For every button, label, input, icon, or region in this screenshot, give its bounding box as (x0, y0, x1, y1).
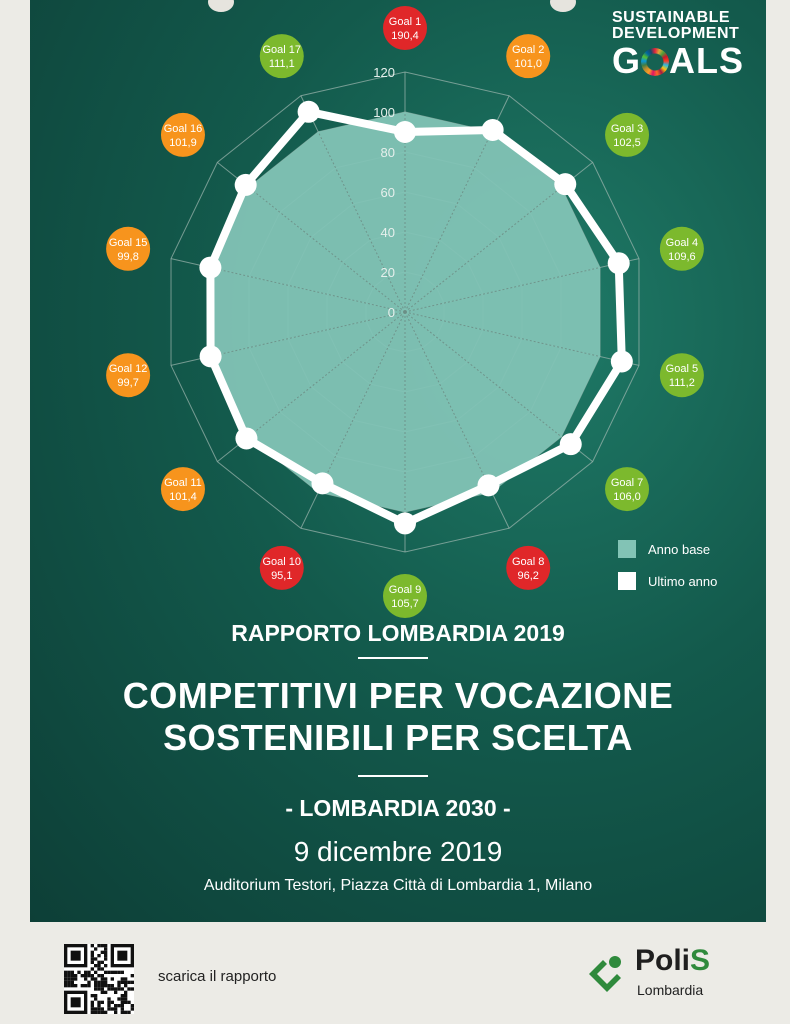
radar-tick-label: 60 (380, 185, 395, 200)
goal-badge-value: 102,5 (613, 136, 641, 149)
goal-badge-name: Goal 17 (262, 44, 302, 57)
goal-badge-value: 101,0 (514, 58, 542, 71)
series-point-last (477, 474, 499, 496)
event-date: 9 dicembre 2019 (293, 836, 503, 867)
goal-badge-name: Goal 15 (108, 236, 148, 249)
series-point-last (235, 174, 257, 196)
event-venue: Auditorium Testori, Piazza Città di Lombardia 1, Milano (203, 877, 593, 894)
goal-badge-name: Goal 10 (262, 555, 302, 568)
headline: COMPETITIVI PER VOCAZIONE SOSTENIBILI PER SCELTA (122, 675, 674, 758)
series-point-last (394, 121, 416, 143)
polis-mark-icon (585, 950, 629, 994)
radar-tick-label: 80 (380, 145, 395, 160)
goal-badge (383, 574, 427, 618)
series-point-last (235, 427, 257, 449)
goal-badge-value: 95,1 (271, 569, 293, 582)
goal-badge-value: 101,4 (169, 491, 197, 504)
goal-badge-value: 106,0 (613, 491, 641, 504)
goal-badge-value: 99,7 (117, 377, 139, 390)
radar-tick-label: 20 (380, 265, 395, 280)
goal-badge-name: Goal 1 (388, 16, 422, 28)
goal-badge-name: Goal 4 (665, 236, 699, 249)
radar-tick-label: 40 (380, 225, 395, 240)
download-link[interactable]: scarica il rapporto (158, 968, 277, 985)
goal-badge-name: Goal 12 (108, 363, 148, 376)
goal-badge-value: 111,2 (668, 377, 695, 390)
series-point-last (298, 101, 320, 123)
series-point-last (311, 472, 333, 494)
series-point-last (611, 350, 633, 372)
goal-badge-name: Goal 11 (164, 477, 202, 490)
subtitle: - LOMBARDIA 2030 - (285, 795, 511, 821)
radar-tick-label: 0 (387, 305, 395, 320)
legend-swatch (618, 540, 636, 558)
radar-tick-label: 100 (373, 105, 395, 120)
goal-badge-value: 111,1 (268, 58, 295, 71)
event-flyer: SUSTAINABLE DEVELOPMENT G ALS 0 20 40 60 80 100 120 Goal 1 190,4 Goal 2 101,0 Goal 3 102,5 Goal 4 109,6 Goal 5 111,2 Goal 7 106,0 Goal 8 96,2 Goal 9 105,7 Goal 10 95,1 Goal 11 101,4 Goal 12 99,7 Goal 15 99,8 Goal 16 101,9 Goal 17 111,1 Anno base Ultimo anno RAPPORTO LOMBARDIA 2019 COMPETITIVI PER VOCAZIONE SOSTENIBILI PER SCELTA - LOMBARDIA 2030 - 9 dicembre 2019 Auditorium Testori, Piazza Città di Lombardia 1, Milano scarica il rapporto PoliS Lombardia (0, 0, 790, 1024)
series-point-last (200, 345, 222, 367)
series-point-last (608, 252, 630, 274)
goal-badge (383, 6, 427, 50)
qr-code[interactable] (64, 944, 134, 1014)
divider (358, 657, 428, 659)
series-point-last (199, 257, 221, 279)
sdg-logo: SUSTAINABLE DEVELOPMENT G ALS (611, 9, 744, 81)
radar-tick-label: 120 (373, 65, 395, 80)
goal-badge-value: 96,2 (517, 569, 539, 582)
goal-badge-name: Goal 8 (512, 555, 545, 568)
divider (358, 775, 428, 777)
series-point-last (482, 119, 504, 141)
legend-swatch (618, 572, 636, 590)
goal-badge-name: Goal 16 (163, 122, 203, 135)
goal-badge-name: Goal 5 (665, 363, 699, 376)
goal-badge-name: Goal 7 (610, 477, 644, 490)
report-title: RAPPORTO LOMBARDIA 2019 (231, 620, 565, 646)
goal-badge-name: Goal 3 (610, 122, 644, 135)
legend-item-base: Anno base (618, 540, 710, 558)
goal-badge-name: Goal 9 (388, 584, 422, 596)
series-point-last (394, 512, 416, 534)
series-point-last (554, 173, 576, 195)
goal-badge-value: 105,7 (391, 598, 419, 610)
goal-badge-name: Goal 2 (512, 44, 545, 57)
goal-badge-value: 190,4 (391, 30, 419, 42)
series-point-last (560, 433, 582, 455)
goal-badge-value: 101,9 (169, 136, 197, 149)
legend-item-last: Ultimo anno (618, 572, 717, 590)
goal-badge-value: 109,6 (668, 250, 696, 263)
goal-badge-value: 99,8 (117, 250, 139, 263)
